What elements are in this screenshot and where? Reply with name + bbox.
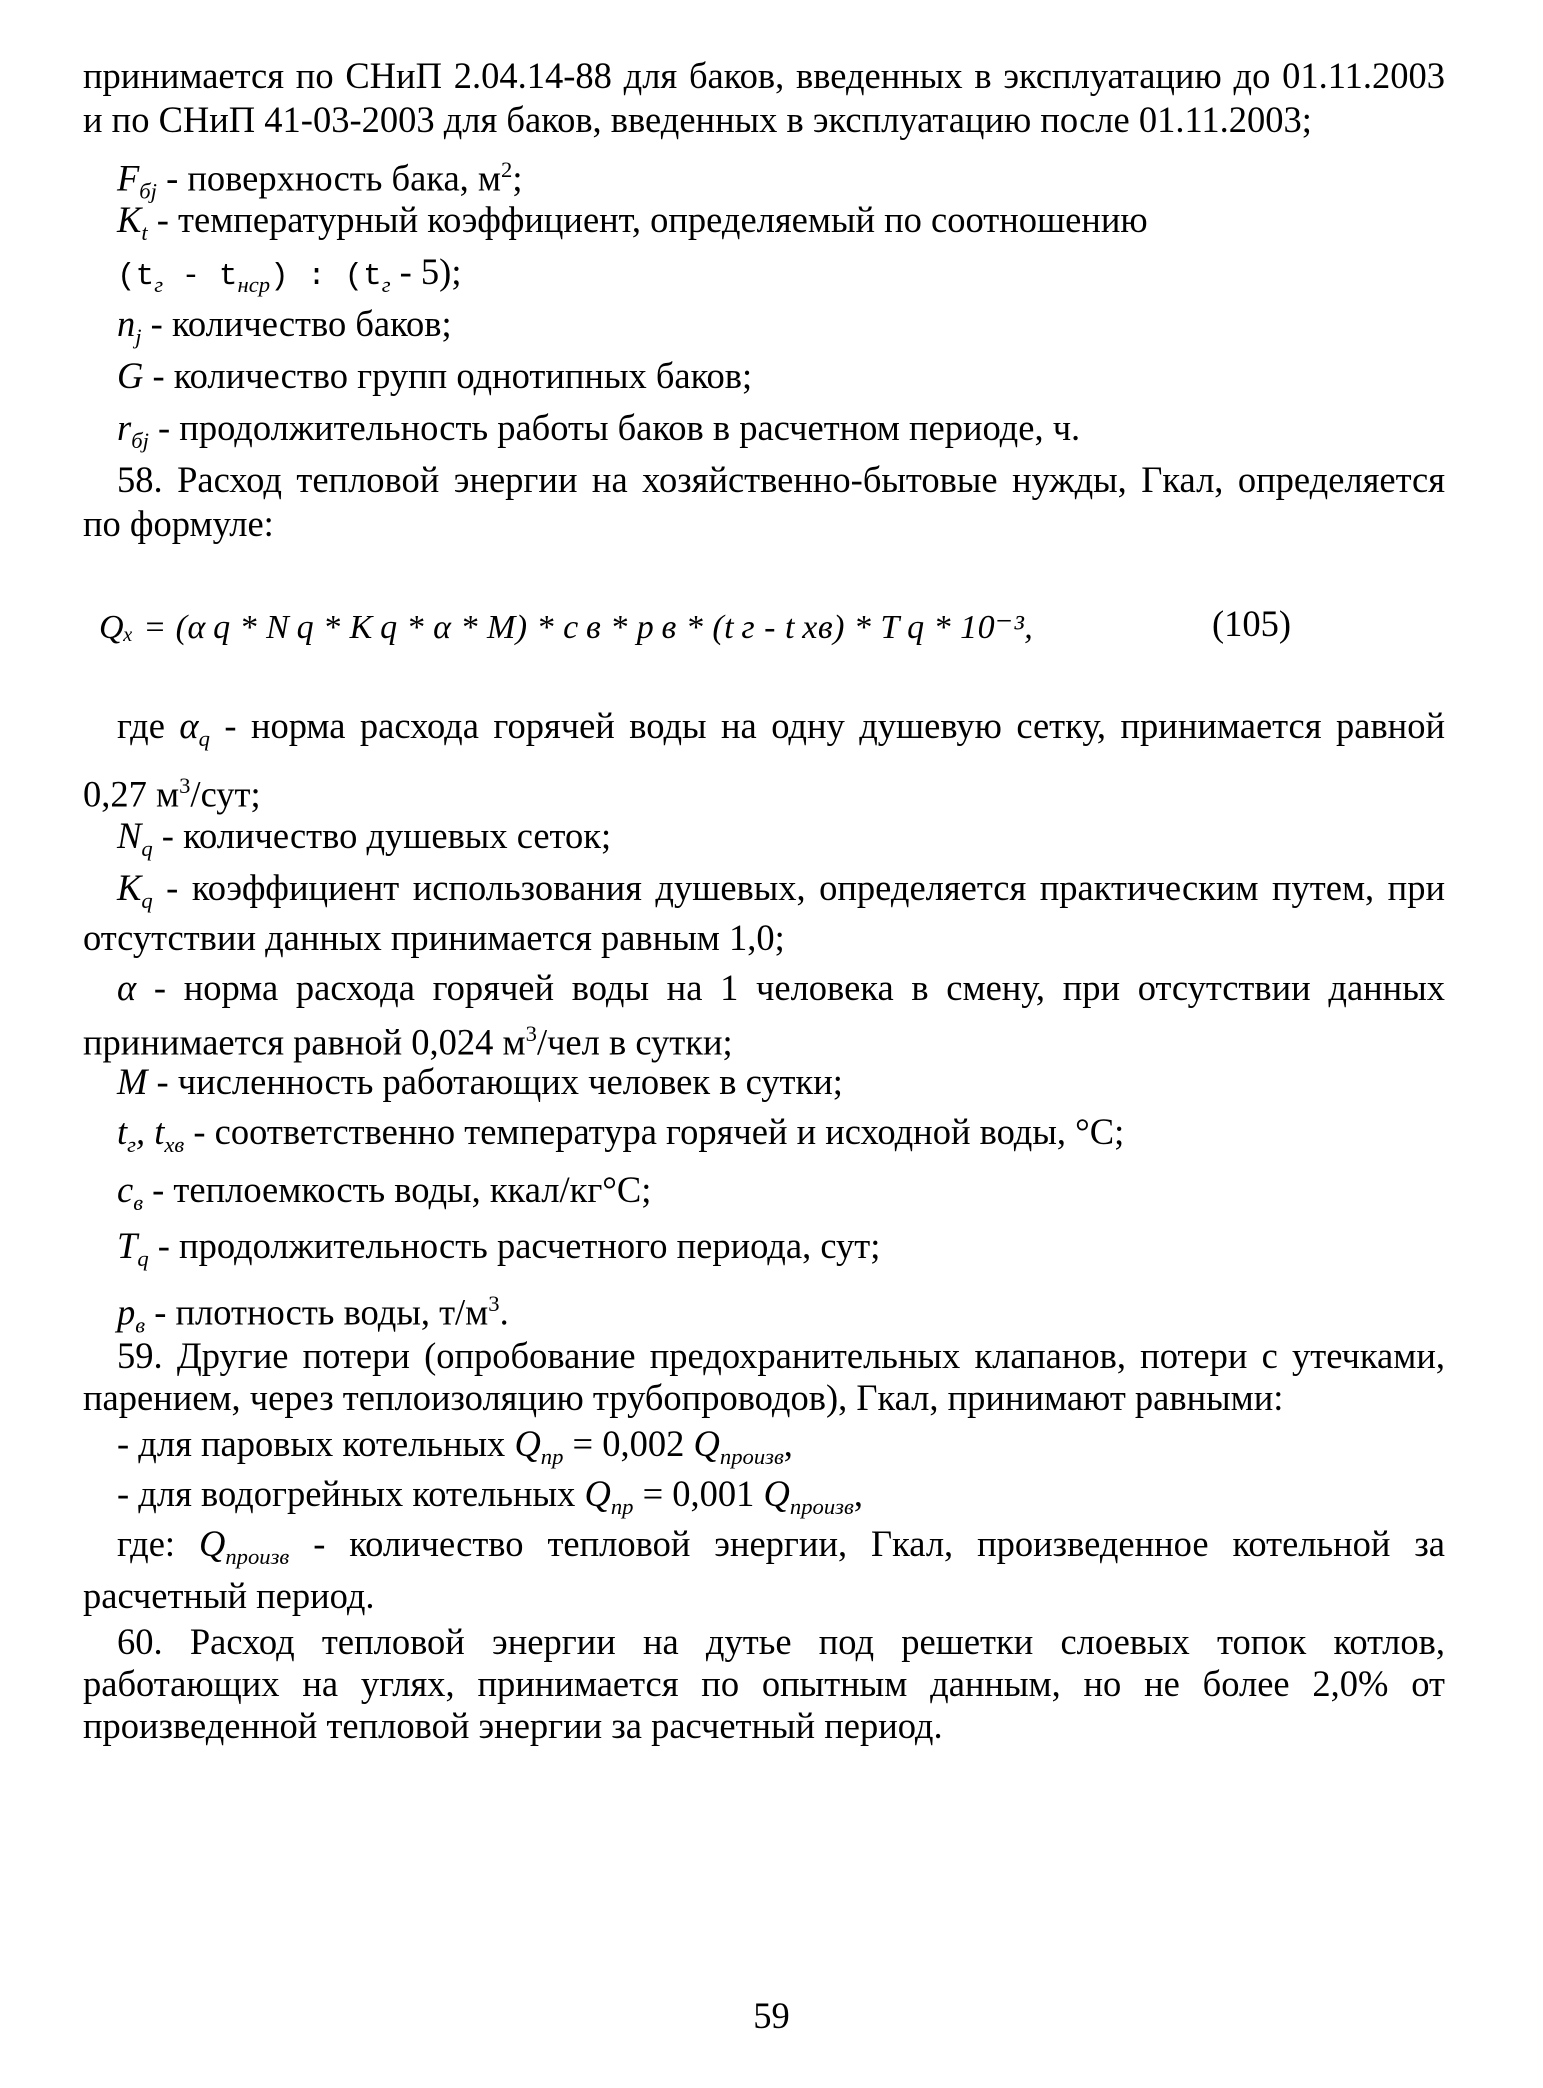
definition-qproizv-line2: расчетный период.: [83, 1575, 375, 1616]
definition-a: [117, 964, 1445, 1012]
formula-105: Qₓ = (α q * N q * K q * α * M) * c в * p в * (t г - t хв) * T q * 10⁻³,: [99, 609, 1034, 646]
symbol: K: [117, 867, 142, 908]
subscript: t: [141, 219, 148, 245]
text-line: и по СНиП 41-03-2003 для баков, введенных в эксплуатацию после 01.11.2003;: [83, 99, 1312, 140]
symbol: Q: [199, 1523, 226, 1564]
subscript: хв: [164, 1131, 185, 1157]
superscript: 3: [525, 1021, 537, 1046]
symbol: T: [117, 1225, 138, 1266]
symbol: N: [117, 815, 142, 856]
definition-T: [117, 1222, 880, 1283]
paragraph-58-line1: 58. Расход тепловой энергии на хозяйственно-бытовые нужды, Гкал, определяется: [117, 459, 1445, 500]
paragraph-60-line2: работающих на углях, принимается по опытным данным, но не более 2,0% от: [83, 1663, 1445, 1704]
paragraph-60-line3: произведенной тепловой энергии за расчетный период.: [83, 1705, 943, 1746]
symbol: t: [154, 1111, 165, 1152]
definition-text: - норма расхода горячей воды на 1 человека в смену, при отсутствии данных: [136, 967, 1445, 1008]
unit-text: /чел в сутки;: [536, 1021, 733, 1063]
equation-number: (105): [1212, 603, 1292, 644]
value-text: 0,27 м: [83, 773, 180, 815]
definition-m: [117, 1058, 843, 1106]
subscript: г: [381, 271, 391, 297]
definition-text: - соответственно температура горячей и исходной воды, °С;: [184, 1111, 1125, 1152]
subscript: q: [141, 887, 153, 913]
superscript: 2: [501, 157, 513, 182]
ratio-part: - 5);: [390, 251, 462, 292]
definition-aq-value: [83, 762, 261, 819]
page-number: 59: [753, 1995, 790, 2036]
text-line: принимается по СНиП 2.04.14-88 для баков, введенных в эксплуатацию до 01.11.2003: [83, 55, 1445, 96]
definition-text: - теплоемкость воды, ккал/кг°С;: [143, 1169, 652, 1210]
ratio-part: (t: [117, 259, 155, 294]
where-label: где:: [117, 1523, 199, 1564]
subscript: произв: [719, 1443, 784, 1469]
ratio-part: ) : (t: [270, 259, 382, 294]
superscript: 3: [488, 1291, 500, 1316]
symbol: Q: [763, 1473, 790, 1514]
punctuation: ,: [783, 1423, 793, 1464]
definition-text: - коэффициент использования душевых, определяется практическим путем, при: [152, 867, 1445, 908]
definition-text: - количество баков;: [141, 303, 452, 344]
punctuation: ,: [135, 1111, 155, 1152]
paragraph-59-line2: парением, через теплоизоляцию трубопроводов), Гкал, принимают равными:: [83, 1377, 1284, 1418]
subscript: в: [135, 1312, 146, 1338]
unit-text: /сут;: [190, 773, 261, 815]
subscript: произв: [225, 1543, 290, 1569]
definition-text: - количество душевых сеток;: [152, 815, 612, 856]
subscript: бj: [131, 427, 149, 453]
subscript: пр: [540, 1443, 564, 1469]
where-label: где: [117, 705, 180, 746]
symbol: p: [117, 1291, 136, 1333]
paragraph-60-line1: 60. Расход тепловой энергии на дутье под решетки слоевых топок котлов,: [117, 1621, 1445, 1662]
value-text: = 0,001: [633, 1473, 764, 1514]
value-text: = 0,002: [563, 1423, 694, 1464]
definition-text: - температурный коэффициент, определяемый по соотношению: [147, 199, 1148, 240]
subscript: пр: [610, 1493, 634, 1519]
subscript: q: [141, 835, 153, 861]
label-text: - для паровых котельных: [117, 1423, 515, 1464]
paragraph-59-line1: 59. Другие потери (опробование предохранительных клапанов, потери с утечками,: [117, 1335, 1445, 1376]
subscript: q: [198, 725, 210, 751]
definition-text: - продолжительность расчетного периода, сут;: [148, 1225, 881, 1266]
definition-text: - количество групп однотипных баков;: [143, 355, 753, 396]
definition-c: [117, 1166, 651, 1227]
definition-text: - численность работающих человек в сутки;: [147, 1061, 843, 1102]
definition-text: - продолжительность работы баков в расчетном периоде, ч.: [148, 407, 1081, 448]
definition-text: - поверхность бака, м: [156, 157, 501, 199]
symbol: G: [117, 355, 144, 396]
definition-text: - количество тепловой энергии, Гкал, произведенное котельной за: [289, 1523, 1445, 1564]
superscript: 3: [179, 773, 191, 798]
definition-g: [117, 352, 752, 400]
symbol: M: [117, 1061, 148, 1102]
definition-text: - плотность воды, т/м: [145, 1291, 489, 1333]
subscript: q: [137, 1245, 149, 1271]
paragraph-58-line2: по формуле:: [83, 503, 274, 544]
symbol: c: [117, 1169, 134, 1210]
symbol: n: [117, 303, 136, 344]
value-text: принимается равной 0,024 м: [83, 1021, 526, 1063]
subscript: г: [154, 271, 164, 297]
symbol: α: [179, 705, 199, 746]
punctuation: ,: [853, 1473, 863, 1514]
punctuation: ;: [512, 157, 523, 199]
subscript: произв: [789, 1493, 854, 1519]
punctuation: .: [499, 1291, 509, 1333]
subscript: г: [127, 1131, 136, 1157]
definition-aq: [117, 702, 1445, 763]
subscript: нср: [237, 271, 271, 297]
symbol: r: [117, 407, 132, 448]
subscript: в: [133, 1189, 144, 1215]
symbol: Q: [584, 1473, 611, 1514]
symbol: Q: [693, 1423, 720, 1464]
symbol: F: [117, 157, 140, 199]
subscript: бj: [139, 178, 157, 204]
label-text: - для водогрейных котельных: [117, 1473, 585, 1514]
symbol: t: [117, 1111, 128, 1152]
symbol: α: [117, 967, 137, 1008]
symbol: K: [117, 199, 142, 240]
subscript: j: [135, 323, 142, 349]
ratio-part: - t: [163, 259, 238, 294]
symbol: Q: [514, 1423, 541, 1464]
definition-t: [117, 1108, 1124, 1169]
definition-text: - норма расхода горячей воды на одну душевую сетку, принимается равной: [209, 705, 1445, 746]
definition-kq-line2: отсутствии данных принимается равным 1,0;: [83, 917, 785, 958]
